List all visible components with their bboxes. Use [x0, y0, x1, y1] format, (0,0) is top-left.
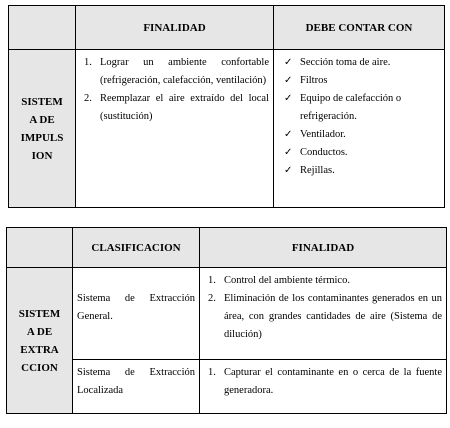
row-label-line: SISTEM: [18, 307, 61, 320]
row-label-line: CCION: [21, 361, 58, 374]
check-icon: ✓: [284, 147, 293, 158]
header-finalidad: FINALIDAD: [200, 228, 447, 268]
list-item: 2. Reemplazar el aire extraído del local (sustitución): [84, 93, 269, 122]
list-item: ✓ Equipo de calefacción o refrigeración.: [280, 90, 440, 126]
list-item: 1. Capturar el contaminante en o cerca de la fuente generadora.: [208, 367, 442, 396]
list-item: ✓ Conductos.: [280, 144, 440, 162]
row-label-impulsion: [9, 50, 76, 208]
finalidad-list: [206, 364, 442, 400]
row-label-extraccion: [7, 268, 73, 414]
row-label-line: IMPULS: [20, 131, 64, 144]
impulsion-table: [8, 5, 445, 208]
finalidad-general-cell: [200, 268, 447, 360]
check-icon: ✓: [284, 75, 293, 86]
check-icon: ✓: [284, 57, 293, 68]
finalidad-cell: [76, 50, 274, 208]
row-label-line: SISTEM: [21, 95, 63, 108]
check-icon: ✓: [284, 129, 293, 140]
header-debe-contar: DEBE CONTAR CON: [274, 6, 445, 50]
header-finalidad: FINALIDAD: [76, 6, 274, 50]
row-label-line: A DE: [26, 325, 53, 338]
list-item: 1. Lograr un ambiente confortable (refrigeración, calefacción, ventilación): [84, 57, 269, 86]
debe-contar-cell: [274, 50, 445, 208]
row-label-line: EXTRA: [20, 343, 59, 356]
clasificacion-general: Sistema de Extracción General.: [73, 268, 200, 360]
row-label-line: ION: [31, 149, 53, 162]
check-icon: ✓: [284, 93, 293, 104]
list-item: ✓ Rejillas.: [280, 162, 440, 180]
extraccion-table: [6, 227, 447, 414]
corner-cell: [7, 228, 73, 268]
list-item: ✓ Sección toma de aire.: [280, 54, 440, 72]
corner-cell: [9, 6, 76, 50]
list-item: ✓ Filtros: [280, 72, 440, 90]
list-item: ✓ Ventilador.: [280, 126, 440, 144]
finalidad-localizada-cell: [200, 360, 447, 414]
clasificacion-localizada: Sistema de Extracción Localizada: [73, 360, 200, 414]
finalidad-list: [206, 272, 442, 344]
list-item: 1. Control del ambiente térmico.: [208, 275, 350, 286]
row-label-line: A DE: [29, 113, 55, 126]
requirements-list: [280, 54, 440, 180]
list-item: 2. Eliminación de los contaminantes generados en un área, con grandes cantidades de aire (Sistema de dilución): [208, 293, 442, 340]
header-clasificacion: CLASIFICACION: [73, 228, 200, 268]
check-icon: ✓: [284, 165, 293, 176]
finalidad-list: [82, 54, 269, 126]
